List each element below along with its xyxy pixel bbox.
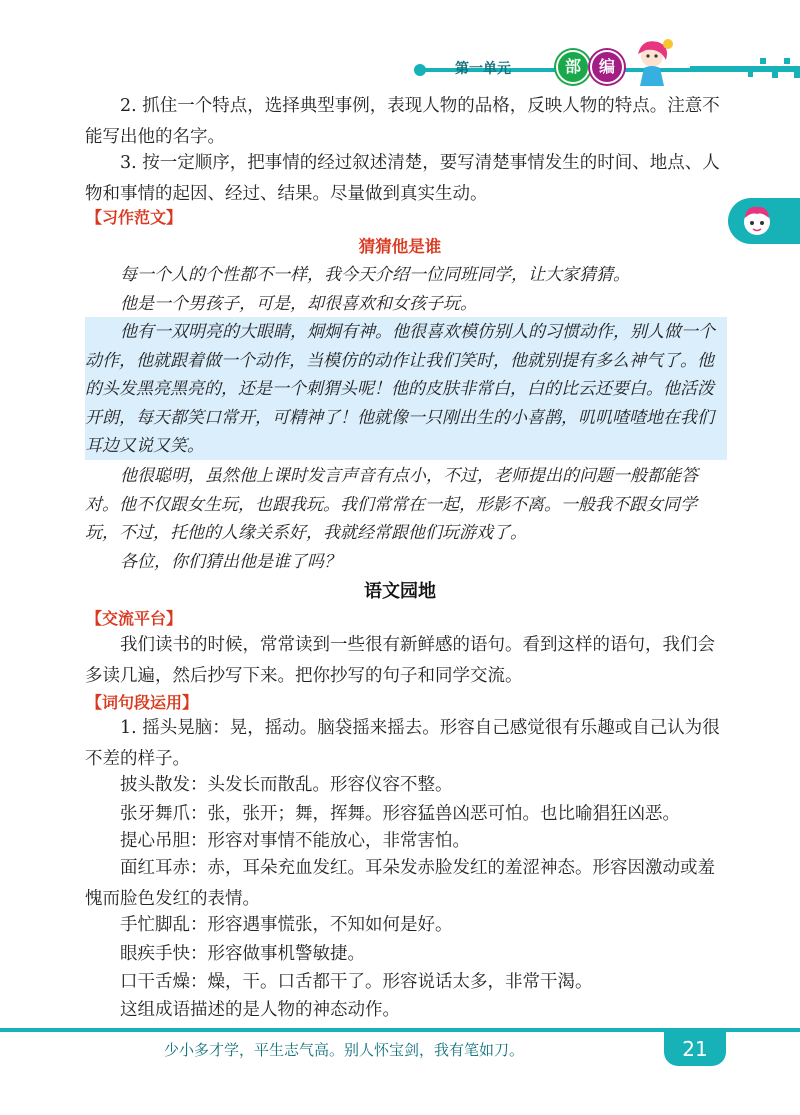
essay-para-4: 他很聪明，虽然他上课时发言声音有点小，不过，老师提出的问题一般都能答对。他不仅跟女生玩，也跟我玩。我们常常在一起，形影不离。一般我不跟女同学玩，不过，托他的人缘关系好，我就经常跟他们玩游戏了。 <box>85 466 698 543</box>
essay-para-2: 他是一个男孩子，可是，却很喜欢和女孩子玩。 <box>120 294 477 314</box>
section-words-heading: 【词句段运用】 <box>86 693 199 712</box>
word-item-1: 1. 摇头晃脑：晃，摇动。脑袋摇来摇去。形容自己感觉很有乐趣或自己认为很不差的样子。 <box>85 718 720 769</box>
essay-para-1: 每一个人的个性都不一样，我今天介绍一位同班同学，让大家猜猜。 <box>120 265 630 285</box>
section-essay-heading: 【习作范文】 <box>86 208 183 227</box>
page-number: 21 <box>664 1032 726 1066</box>
essay-para-3: 他有一双明亮的大眼睛，炯炯有神。他很喜欢模仿别人的习惯动作，别人做一个动作，他就跟着做一个动作，当模仿的动作让我们笑时，他就别提有多么神气了。他的头发黑亮黑亮的，还是一个刺猬头呢！他的皮肤非常白，白的比云还要白。他活泼开朗，每天都笑口常开，可精神了！他就像一只刚出生的小喜鹊，叽叽喳喳地在我们耳边又说又笑。 <box>85 322 715 456</box>
word-item-2: 披头散发：头发长而散乱。形容仪容不整。 <box>120 775 453 795</box>
instruction-3: 3. 按一定顺序，把事情的经过叙述清楚，要写清楚事情发生的时间、地点、人物和事情的起因、经过、结果。尽量做到真实生动。 <box>85 153 720 204</box>
word-summary: 这组成语描述的是人物的神态动作。 <box>120 1000 400 1020</box>
footer-motto: 少小多才学，平生志气高。别人怀宝剑，我有笔如刀。 <box>164 1041 525 1059</box>
checker-pattern-icon <box>690 58 800 80</box>
word-item-4: 提心吊胆：形容对事情不能放心，非常害怕。 <box>120 831 470 851</box>
word-item-3: 张牙舞爪：张，张开；舞，挥舞。形容猛兽凶恶可怕。也比喻猖狂凶恶。 <box>120 804 680 824</box>
essay-title: 猜猜他是谁 <box>358 237 442 256</box>
essay-para-5: 各位，你们猜出他是谁了吗？ <box>120 552 341 572</box>
badge-bu: 部 <box>556 50 590 84</box>
badge-bian: 编 <box>590 50 624 84</box>
word-item-6: 手忙脚乱：形容遇事慌张，不知如何是好。 <box>120 915 453 935</box>
word-item-8: 口干舌燥：燥，干。口舌都干了。形容说话太多，非常干渴。 <box>120 972 593 992</box>
fairy-mascot-icon <box>624 34 682 92</box>
word-item-5: 面红耳赤：赤，耳朵充血发红。耳朵发赤脸发红的羞涩神态。形容因激动或羞愧而脸色发红的表情。 <box>85 858 715 909</box>
exchange-text: 我们读书的时候，常常读到一些很有新鲜感的语句。看到这样的语句，我们会多读几遍，然后抄写下来。把你抄写的句子和同学交流。 <box>85 635 715 686</box>
instruction-2: 2. 抓住一个特点，选择典型事例，表现人物的品格，反映人物的特点。注意不能写出他的名字。 <box>85 96 720 147</box>
unit-title: 第一单元 <box>455 61 511 77</box>
section-exchange-heading: 【交流平台】 <box>86 609 183 628</box>
page-header <box>0 0 800 95</box>
word-item-7: 眼疾手快：形容做事机警敏捷。 <box>120 944 365 964</box>
garden-title: 语文园地 <box>364 581 436 602</box>
